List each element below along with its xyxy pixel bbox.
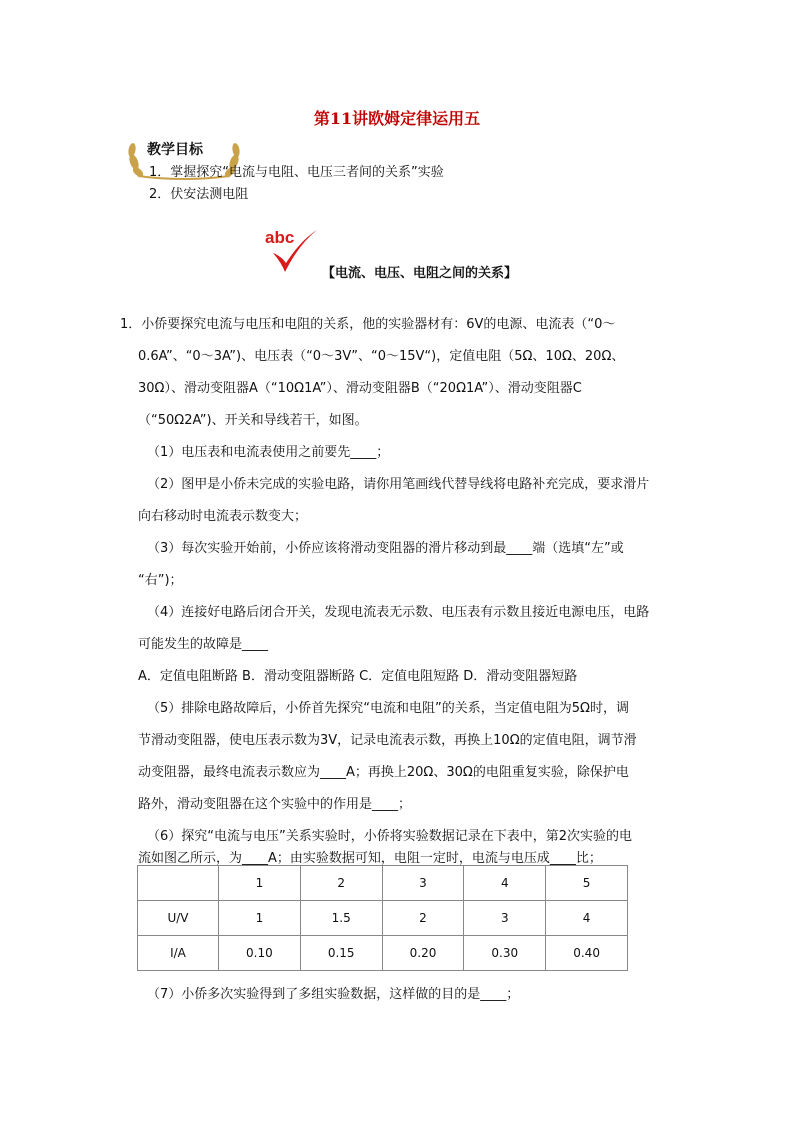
- question-part: 向右移动时电流表示数变大；: [138, 509, 308, 524]
- question-part: （2）图甲是小侨未完成的实验电路，请你用笔画线代替导线将电路补充完成，要求滑片: [147, 477, 650, 492]
- question-part: （1）电压表和电流表使用之前要先____；: [147, 445, 390, 460]
- abc-logo-text: abc: [265, 228, 295, 247]
- table-cell: 0.20: [382, 936, 464, 971]
- table-cell: U/V: [138, 901, 219, 936]
- question-text: 1．小侨要探究电流与电压和电阻的关系，他的实验器材有：6V的电源、电流表（“0～: [120, 317, 616, 332]
- answer-options: A．定值电阻断路 B．滑动变阻器断路 C．定值电阻短路 D．滑动变阻器短路: [138, 669, 578, 684]
- objective-item: 1．掌握探究“电流与电阻、电压三者间的关系”实验: [149, 165, 444, 180]
- question-part: （5）排除电路故障后，小侨首先探究“电流和电阻”的关系，当定值电阻为5Ω时，调: [147, 701, 629, 716]
- table-cell: 0.10: [219, 936, 301, 971]
- table-cell: 4: [546, 901, 628, 936]
- table-cell: 3: [382, 866, 464, 901]
- question-part: 节滑动变阻器，使电压表示数为3V，记录电流表示数，再换上10Ω的定值电阻，调节滑: [138, 733, 637, 748]
- table-cell: 2: [382, 901, 464, 936]
- question-text: 30Ω）、滑动变阻器A（“10Ω1A”）、滑动变阻器B（“20Ω1A”）、滑动变阻器C: [138, 381, 582, 396]
- table-cell: 1: [219, 901, 301, 936]
- question-part: 路外，滑动变阻器在这个实验中的作用是____；: [138, 797, 412, 812]
- table-cell: 3: [464, 901, 546, 936]
- table-cell: I/A: [138, 936, 219, 971]
- question-text: 0.6A”、“0～3A”)、电压表（“0～3V”、“0～15V“)，定值电阻（5Ω、10Ω、20Ω、: [138, 349, 625, 364]
- table-cell: 1: [219, 866, 301, 901]
- table-row: [138, 936, 628, 971]
- table-header-row: [138, 866, 628, 901]
- table-cell: 2: [300, 866, 382, 901]
- question-part: “右”)；: [138, 573, 183, 588]
- question-part: 可能发生的故障是____: [138, 637, 269, 652]
- question-part: （7）小侨多次实验得到了多组实验数据，这样做的目的是____；: [147, 987, 520, 1002]
- page-title: 第11讲欧姆定律运用五: [313, 109, 481, 128]
- question-text: （“50Ω2A”)、开关和导线若干，如图。: [138, 413, 368, 428]
- table-cell: 4: [464, 866, 546, 901]
- table-cell: [138, 866, 219, 901]
- table-cell: 0.30: [464, 936, 546, 971]
- abc-check-icon: [265, 226, 325, 276]
- objectives-heading: 教学目标: [147, 142, 203, 158]
- question-part: 流如图乙所示，为____A；由实验数据可知，电阻一定时，电流与电压成____比；: [138, 851, 602, 866]
- section-heading: 【电流、电压、电阻之间的关系】: [322, 266, 518, 281]
- question-part: 动变阻器，最终电流表示数应为____A；再换上20Ω、30Ω的电阻重复实验，除保护电: [138, 765, 629, 780]
- question-part: （3）每次实验开始前，小侨应该将滑动变阻器的滑片移动到最____端（选填“左”或: [147, 541, 624, 556]
- question-part: （4）连接好电路后闭合开关，发现电流表无示数、电压表有示数且接近电源电压，电路: [147, 605, 650, 620]
- data-table: [137, 865, 628, 971]
- objective-item: 2．伏安法测电阻: [149, 187, 249, 202]
- question-part: （6）探究“电流与电压”关系实验时，小侨将实验数据记录在下表中，第2次实验的电: [147, 829, 633, 844]
- table-cell: 0.15: [300, 936, 382, 971]
- table-cell: 1.5: [300, 901, 382, 936]
- table-row: [138, 901, 628, 936]
- table-cell: 5: [546, 866, 628, 901]
- table-cell: 0.40: [546, 936, 628, 971]
